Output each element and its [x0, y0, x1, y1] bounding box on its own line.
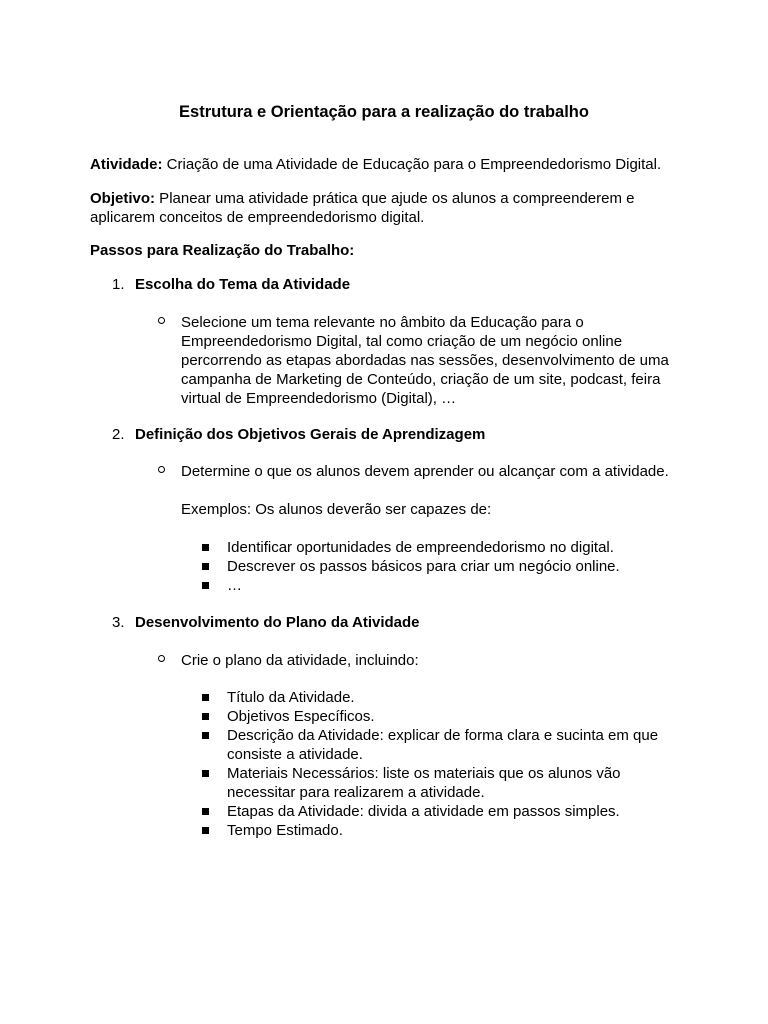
- step-item: Crie o plano da atividade, incluindo:: [181, 652, 419, 669]
- activity-label: Atividade:: [90, 156, 163, 173]
- hollow-circle-bullet-icon: [157, 651, 167, 661]
- step-item-line: campanha de Marketing de Conteúdo, criação de um site, podcast, feira: [181, 371, 661, 388]
- bullet-item: Descrever os passos básicos para criar um negócio online.: [227, 558, 620, 575]
- objective-text-1: Planear uma atividade prática que ajude os alunos a compreenderem e: [155, 190, 635, 207]
- bullet-item-continuation: necessitar para realizarem a atividade.: [227, 784, 485, 801]
- bullet-item: Identificar oportunidades de empreendedorismo no digital.: [227, 539, 614, 556]
- step-heading: Desenvolvimento do Plano da Atividade: [135, 614, 420, 631]
- bullet-item: Descrição da Atividade: explicar de forma clara e sucinta em que: [227, 727, 659, 744]
- square-bullet-icon: [202, 726, 211, 735]
- bullet-item: Tempo Estimado.: [227, 822, 343, 839]
- square-bullet-icon: [202, 821, 211, 830]
- bullet-item: …: [227, 577, 242, 594]
- step-number: 1.: [112, 276, 125, 293]
- activity-text: Criação de uma Atividade de Educação para o Empreendedorismo Digital.: [162, 156, 662, 173]
- objective-paragraph-line-1: [90, 189, 690, 208]
- hollow-circle-bullet-icon: [157, 462, 167, 472]
- examples-label: Exemplos: Os alunos deverão ser capazes de:: [181, 501, 492, 518]
- step-heading: Definição dos Objetivos Gerais de Aprendizagem: [135, 426, 486, 443]
- step-heading: Escolha do Tema da Atividade: [135, 276, 351, 293]
- square-bullet-icon: [202, 764, 211, 773]
- step-item-line: Selecione um tema relevante no âmbito da Educação para o: [181, 314, 584, 331]
- square-bullet-icon: [202, 557, 211, 566]
- step-item-line: virtual de Empreendedorismo (Digital), …: [181, 390, 457, 407]
- step-number: 2.: [112, 426, 125, 443]
- square-bullet-icon: [202, 688, 211, 697]
- steps-heading: Passos para Realização do Trabalho:: [90, 242, 355, 259]
- document-title: Estrutura e Orientação para a realização do trabalho: [179, 103, 589, 121]
- bullet-item: Objetivos Específicos.: [227, 708, 375, 725]
- square-bullet-icon: [202, 802, 211, 811]
- objective-text-2: aplicarem conceitos de empreendedorismo digital.: [90, 209, 425, 226]
- step-item-line: percorrendo as etapas abordadas nas sessões, desenvolvimento de uma: [181, 352, 669, 369]
- step-item-line: Empreendedorismo Digital, tal como criação de um negócio online: [181, 333, 623, 350]
- objective-label: Objetivo:: [90, 190, 156, 207]
- square-bullet-icon: [202, 707, 211, 716]
- bullet-item: Materiais Necessários: liste os materiais que os alunos vão: [227, 765, 621, 782]
- step-number: 3.: [112, 614, 125, 631]
- bullet-item: Título da Atividade.: [227, 689, 355, 706]
- square-bullet-icon: [202, 538, 211, 547]
- bullet-item-continuation: consiste a atividade.: [227, 746, 363, 763]
- hollow-circle-bullet-icon: [157, 313, 167, 323]
- square-bullet-icon: [202, 576, 211, 585]
- activity-paragraph: [90, 155, 690, 174]
- step-item: Determine o que os alunos devem aprender ou alcançar com a atividade.: [181, 463, 669, 480]
- bullet-item: Etapas da Atividade: divida a atividade em passos simples.: [227, 803, 620, 820]
